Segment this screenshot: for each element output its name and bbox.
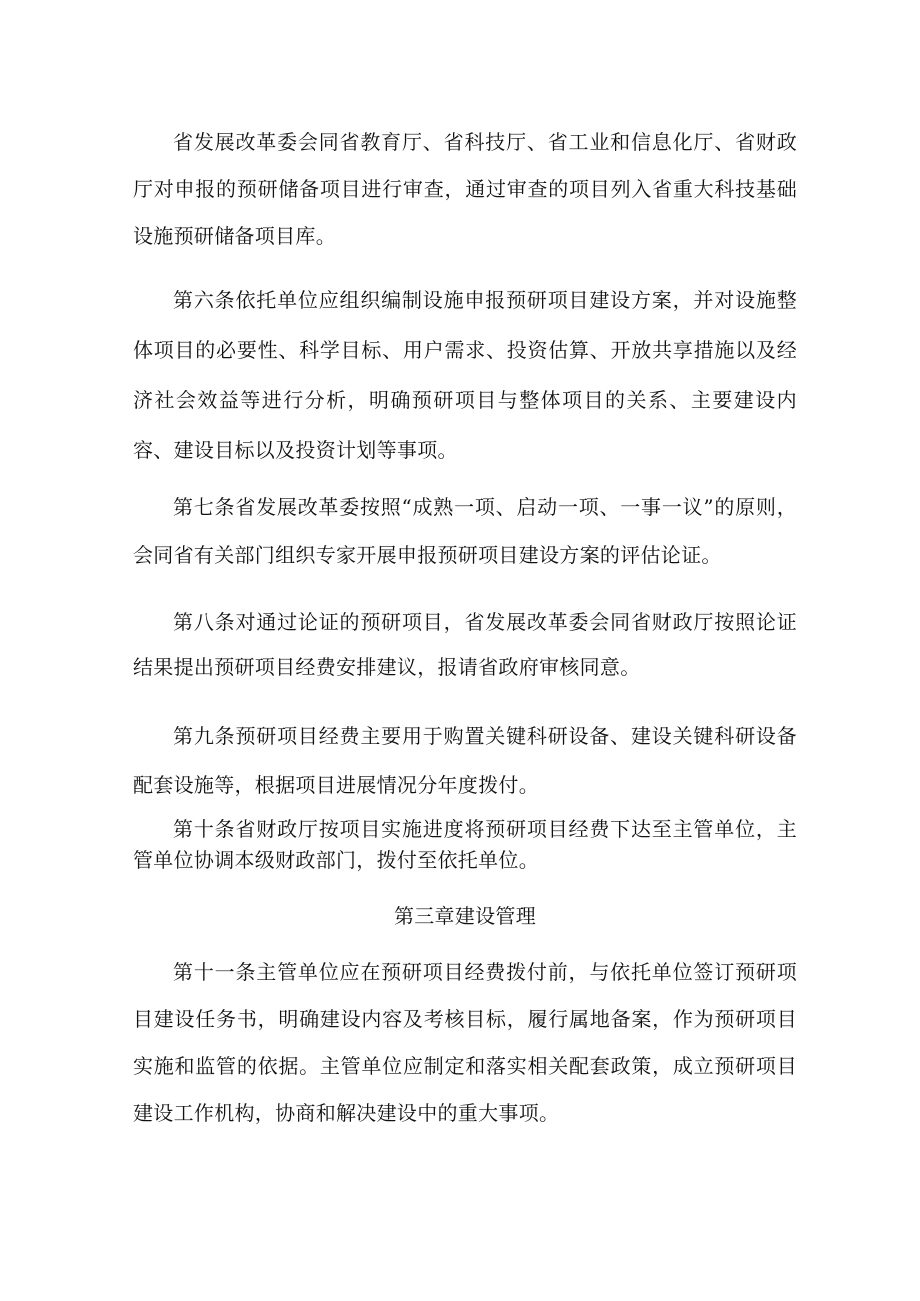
paragraph-article-7: 第七条省发展改革委按照“成熟一项、启动一项、一事一议”的原则，会同省有关部门组织专家开展申报预研项目建设方案的评估论证。 [133, 495, 797, 567]
chapter-heading: 第三章建设管理 [393, 904, 537, 928]
paragraph-article-9: 第九条预研项目经费主要用于购置关键科研设备、建设关键科研设备配套设施等，根据项目进展情况分年度拨付。 [133, 724, 797, 797]
paragraph-article-6: 第六条依托单位应组织编制设施申报预研项目建设方案，并对设施整体项目的必要性、科学目标、用户需求、投资估算、开放共享措施以及经济社会效益等进行分析，明确预研项目与整体项目的关系、主要建设内容、建设目标以及投资计划等事项。 [133, 288, 797, 462]
paragraph-article-10: 第十条省财政厅按项目实施进度将预研项目经费下达至主管单位，主管单位协调本级财政部门，拨付至依托单位。 [133, 817, 797, 872]
paragraph-review: 省发展改革委会同省教育厅、省科技厅、省工业和信息化厅、省财政厅对申报的预研储备项目进行审查，通过审查的项目列入省重大科技基础设施预研储备项目库。 [133, 130, 797, 248]
paragraph-article-8: 第八条对通过论证的预研项目，省发展改革委会同省财政厅按照论证结果提出预研项目经费安排建议，报请省政府审核同意。 [133, 610, 797, 679]
paragraph-article-11: 第十一条主管单位应在预研项目经费拨付前，与依托单位签订预研项目建设任务书，明确建设内容及考核目标，履行属地备案，作为预研项目实施和监管的依据。主管单位应制定和落实相关配套政策，成立预研项目建设工作机构，协商和解决建设中的重大事项。 [133, 960, 797, 1125]
